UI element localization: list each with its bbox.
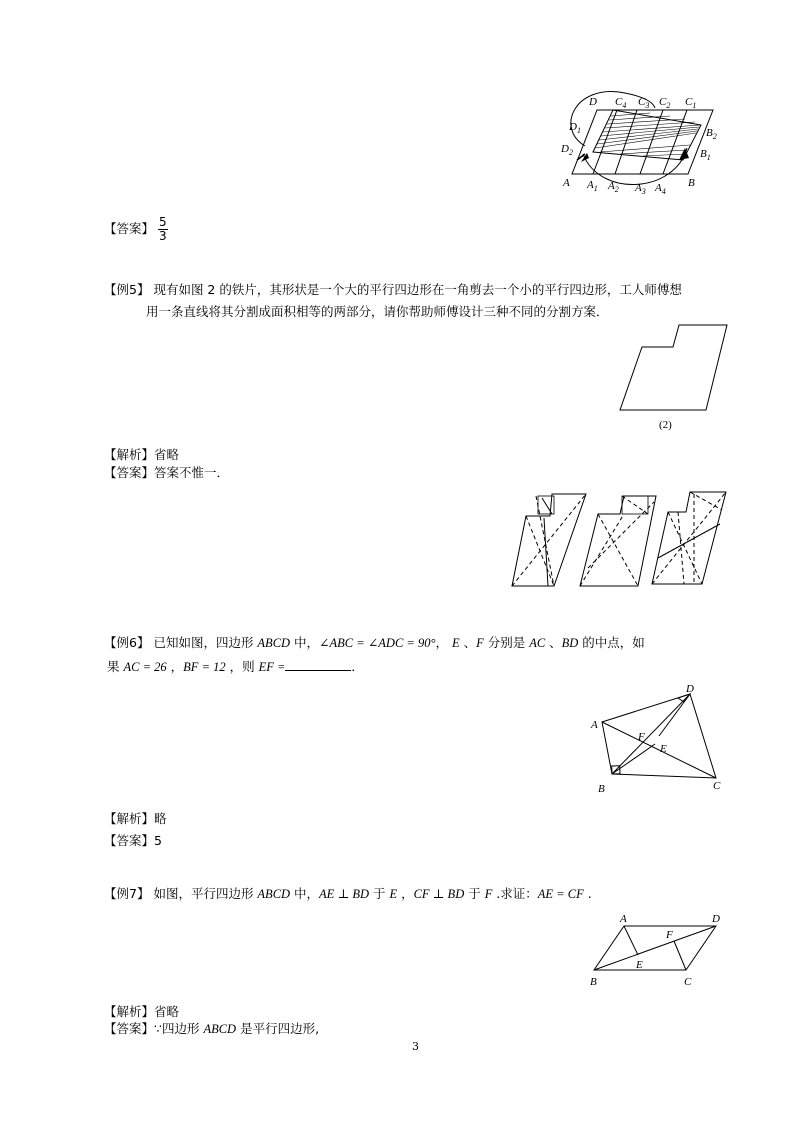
answer-tag: 【答案】: [104, 221, 155, 236]
example-7-question: 【例7】 如图，平行四边形 ABCD 中，AE ⊥ BD 于 E ，CF ⊥ BD 于 F .求证：AE = CF .: [104, 886, 592, 901]
page-number: 3: [412, 1040, 419, 1053]
example-5-line2: 用一条直线将其分割成面积相等的两部分，请你帮助师傅设计三种不同的分割方案．: [146, 304, 609, 319]
answer-top: [104, 216, 168, 243]
label-E: E: [660, 743, 667, 755]
label-C: C: [684, 976, 692, 988]
label-B: B: [590, 976, 597, 988]
example-5-line1: 现有如图 2 的铁片，其形状是一个大的平行四边形在一角剪去一个小的平行四边形，工人师傅想: [153, 282, 682, 297]
label-C3: $C_3$: [638, 96, 650, 110]
example-6-question: 【例6】 已知如图，四边形 ABCD 中，∠ABC = ∠ADC = 90°， E 、F 分别是 AC 、BD 的中点，如 果 AC = 26 ，BF = 12 ，则 EF = ．: [104, 635, 645, 674]
label-D1: $D_1$: [569, 121, 581, 135]
label-B2: $B_2$: [706, 127, 717, 141]
example-5-answer: 【答案】答案不惟一．: [104, 465, 230, 480]
label-C2: $C_2$: [659, 96, 671, 110]
label-B: B: [598, 783, 605, 795]
label-A2: $A_2$: [608, 180, 619, 194]
figure-2-caption: (2): [659, 419, 672, 431]
label-D: D: [686, 683, 694, 695]
example-7-answer: 【答案】∵四边形 ABCD 是平行四边形,: [104, 1021, 320, 1036]
label-A3: $A_3$: [635, 182, 646, 196]
folding-parallelogram-figure: [555, 88, 735, 200]
parallelogram-abcd-figure: [586, 908, 730, 990]
label-A: A: [563, 177, 570, 189]
label-C4: $C_4$: [615, 96, 627, 110]
label-B1: $B_1$: [700, 148, 711, 162]
label-A4: $A_4$: [655, 182, 666, 196]
label-B: B: [688, 177, 695, 189]
example-6-answer: 【答案】5: [104, 833, 162, 848]
label-A: A: [620, 913, 627, 925]
example-7-analysis: 【解析】省略: [104, 1004, 180, 1019]
label-F: F: [638, 731, 645, 743]
example-7-tag: 【例7】: [104, 886, 150, 901]
example-5-analysis: 【解析】省略: [104, 447, 180, 462]
example-5-question: [104, 279, 744, 323]
answer-fraction: $\frac{5}{3}$: [159, 215, 167, 243]
label-F: F: [666, 929, 673, 941]
quadrilateral-abcd-figure: [586, 682, 730, 798]
label-E: E: [636, 959, 643, 971]
label-D: D: [712, 913, 720, 925]
label-D2: $D_2$: [561, 143, 573, 157]
example-6-analysis: 【解析】略: [104, 811, 167, 826]
label-C1: $C_1$: [685, 96, 697, 110]
three-division-schemes-figure: [508, 488, 730, 592]
label-A1: $A_1$: [587, 179, 598, 193]
iron-sheet-figure-2: [615, 320, 731, 435]
label-A: A: [591, 719, 598, 731]
answer-blank[interactable]: [285, 658, 351, 671]
label-C: C: [713, 780, 721, 792]
example-5-tag: 【例5】: [104, 282, 150, 297]
label-D: D: [589, 96, 597, 108]
example-6-tag: 【例6】: [104, 635, 150, 650]
